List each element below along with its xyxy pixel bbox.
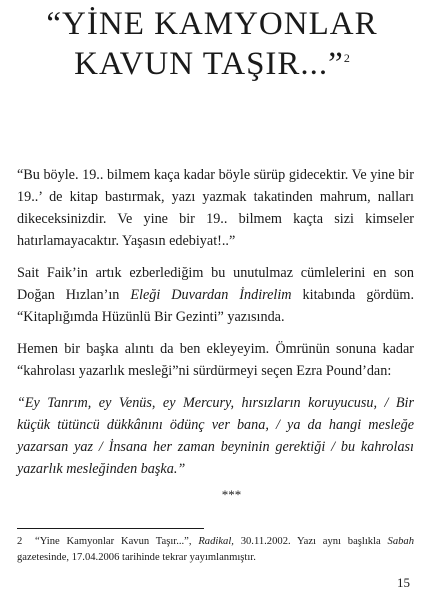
chapter-title-line-2-text: KAVUN TAŞIR...” [74, 46, 344, 82]
poem-quote: “Ey Tanrım, ey Venüs, ey Mercury, hırsızların koruyucusu, / Bir küçük tütüncü dükkânını ödünç ver bana, / ya da hangi mesleğe yazarsan yaz / İnsana her zaman beyninin gerektiği / bu kahrolası yazarlık mesleğinden başka.” [17, 395, 414, 477]
footnote-text: “Yine Kamyonlar Kavun Taşır...”, [35, 536, 199, 547]
chapter-title [0, 4, 424, 84]
footnote-text: gazetesinde, 17.04.2006 tarihinde tekrar yayımlanmıştır. [17, 552, 256, 563]
book-title: Eleği Duvardan İndirelim [130, 287, 292, 303]
footnote-rule [17, 528, 204, 529]
page-number: 15 [397, 575, 410, 590]
footnote-reference[interactable]: 2 [343, 51, 350, 65]
paragraph-dogan-hizlan [17, 262, 414, 328]
paragraph-ezra-pound-intro: Hemen bir başka alıntı da ben ekleyeyim. Ömrünün sonuna kadar “kahrolası yazarlık mesleği”ni sürdürmeyi seçen Ezra Pound’dan: [17, 341, 414, 379]
paragraph-quote-ezra-pound [17, 392, 414, 480]
footnote [17, 534, 414, 566]
paragraph-text: kitabında gördüm. “Kitaplığımda Hüzünlü Bir Gezinti” yazısında. [17, 287, 414, 325]
paragraph-text: Sait Faik’in artık ezberlediğim bu unutulmaz cümlelerini en son Doğan Hızlan’ın [17, 265, 414, 303]
footnote-source: bah [398, 536, 415, 547]
body-text [17, 164, 414, 512]
footnote-source: Radikal, [198, 536, 234, 547]
section-separator: *** [221, 487, 242, 502]
chapter-title-line-1: “YİNE KAMYONLAR [46, 6, 378, 42]
footnote-text: 30.11.2002. Yazı aynı başlıkla [233, 536, 388, 547]
footnote-source: Sa [387, 536, 399, 547]
footnote-number: 2 [17, 536, 23, 547]
paragraph-quote-sait-faik: “Bu böyle. 19.. bilmem kaça kadar böyle sürüp gidecektir. Ve yine bir 19..’ de kitap bastırmak, yazı yazmak takatinden mahrum, nalları dikeceksinizdir. Ve yine bir 19.. bilmem kaçta sizi kimseler hatırlamayacaktır. Yaşasın edebiyat!..” [17, 167, 414, 249]
chapter-title-line-2 [0, 44, 424, 84]
